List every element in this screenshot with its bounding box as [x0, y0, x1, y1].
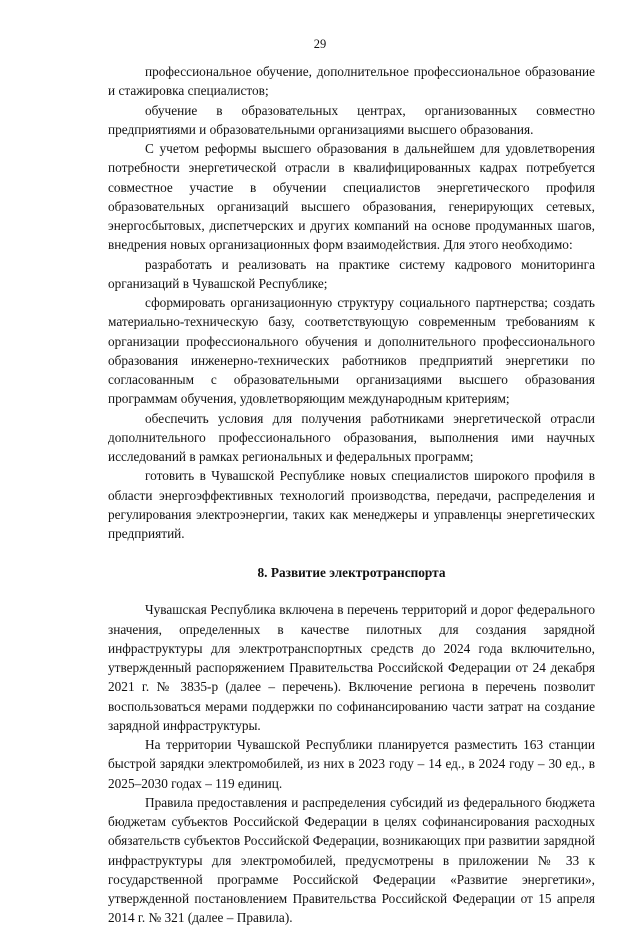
paragraph: обучение в образовательных центрах, организованных совместно предприятиями и образовательными организациями высшего образования.: [108, 102, 595, 137]
paragraph: профессиональное обучение, дополнительное профессиональное образование и стажировка специалистов;: [108, 64, 595, 99]
document-body: [108, 62, 595, 928]
page-number: 29: [313, 37, 327, 51]
section-heading: 8. Развитие электротранспорта: [257, 565, 446, 581]
paragraph: С учетом реформы высшего образования в дальнейшем для удовлетворения потребности энергетической отрасли в квалифицированных кадрах потребуется совместное участие в обучении специалистов энергетического профиля образовательных организаций высшего образования, генерирующих сетевых, энергосбытовых, диспетчерских и других компаний на основе продуманных шагов, внедрения новых организационных форм взаимодействия. Для этого необходимо:: [108, 141, 595, 253]
paragraph: Правила предоставления и распределения субсидий из федерального бюджета бюджетам субъектов Российской Федерации в целях софинансирования расходных обязательств субъектов Российской Федерации, возникающих при развитии зарядной инфраструктуры для электромобилей, предусмотрены в приложении № 33 к государственной программе Российской Федерации «Развитие энергетики», утвержденной постановлением Правительства Российской Федерации от 15 апреля 2014 г. № 321 (далее – Правила).: [108, 794, 595, 926]
paragraph: Чувашская Республика включена в перечень территорий и дорог федерального значения, определенных в качестве пилотных для создания зарядной инфраструктуры для электротранспортных средств до 2024 года включительно, утвержденный распоряжением Правительства Российской Федерации от 24 декабря 2021 г. № 3835-р (далее – перечень). Включение региона в перечень позволит воспользоваться мерами поддержки по софинансированию части затрат на создание зарядной инфраструктуры.: [108, 602, 595, 733]
paragraph: обеспечить условия для получения работниками энергетической отрасли дополнительного профессионального образования, выполнения ими научных исследований в рамках региональных и федеральных программ;: [108, 410, 595, 464]
paragraph: На территории Чувашской Республики планируется разместить 163 станции быстрой зарядки электромобилей, из них в 2023 году – 14 ед., в 2024 году – 30 ед., в 2025–2030 годах – 119 единиц.: [108, 737, 595, 791]
paragraph: готовить в Чувашской Республике новых специалистов широкого профиля в области энергоэффективных технологий производства, передачи, распределения и регулирования электроэнергии, таких как менеджеры и управленцы энергетических предприятий.: [108, 468, 595, 541]
paragraph: сформировать организационную структуру социального партнерства; создать материально-техническую базу, соответствующую современным требованиям к организации профессионального обучения и дополнительного профессионального образования инженерно-технических работников предприятий энергетики по согласованным с образовательными организациями высшего образования программам обучения, удовлетворяющим международным критериям;: [108, 295, 595, 407]
paragraph: разработать и реализовать на практике систему кадрового мониторинга организаций в Чувашской Республике;: [108, 256, 595, 291]
